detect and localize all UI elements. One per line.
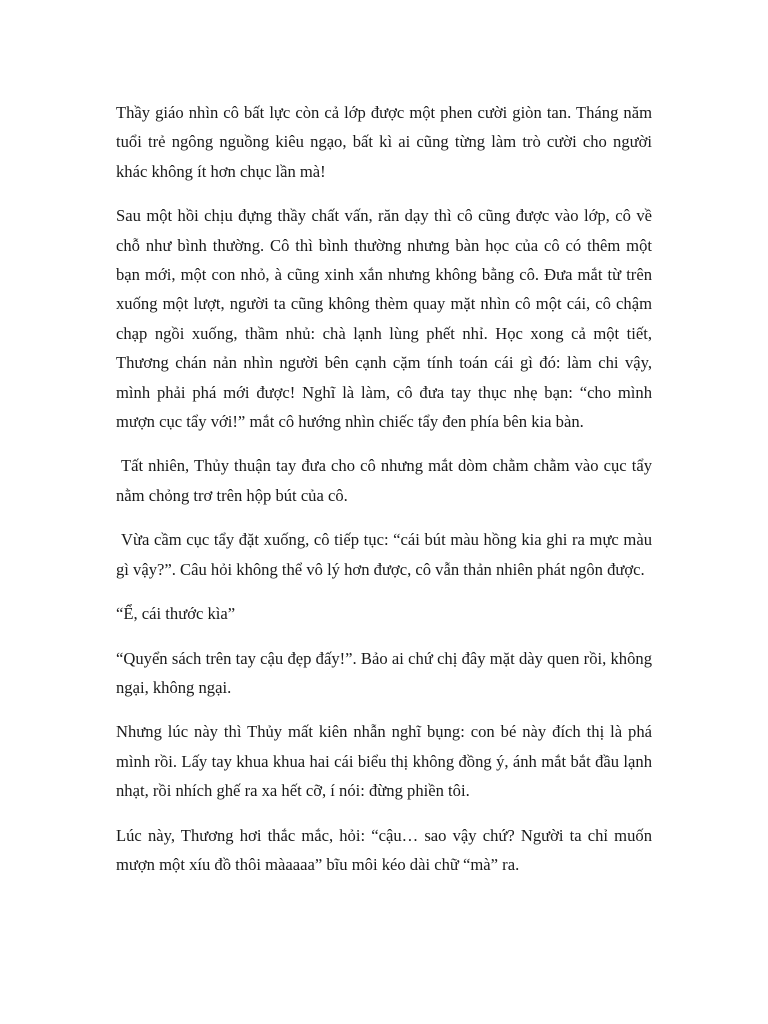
paragraph-4: Vừa cầm cục tẩy đặt xuống, cô tiếp tục: “cái bút màu hồng kia ghi ra mực màu gì vậy?”. Câu hỏi không thể vô lý hơn được, cô vẫn thản nhiên phát ngôn được. [116, 530, 652, 579]
paragraph-6: “Quyển sách trên tay cậu đẹp đấy!”. Bảo ai chứ chị đây mặt dày quen rồi, không ngại, không ngại. [116, 648, 652, 697]
paragraph-8: Lúc này, Thương hơi thắc mắc, hỏi: “cậu… sao vậy chứ? Người ta chỉ muốn mượn một xíu đồ thôi màaaaa” bĩu môi kéo dài chữ “mà” ra. [116, 825, 652, 874]
paragraph-2: Sau một hồi chịu đựng thầy chất vấn, răn dạy thì cô cũng được vào lớp, cô về chỗ như bình thường. Cô thì bình thường nhưng bàn học của cô có thêm một bạn mới, một con nhỏ, à cũng xinh xắn nhưng không bằng cô. Đưa mắt từ trên xuống một lượt, người ta cũng không thèm quay mặt nhìn cô một cái, cô chậm chạp ngồi xuống, thầm nhủ: chà lạnh lùng phết nhỉ. Học xong cả một tiết, Thương chán nản nhìn người bên cạnh cặm tính toán cái gì đó: làm chi vậy, mình phải phá mới được! Nghĩ là làm, cô đưa tay thục nhẹ bạn: “cho mình mượn cục tẩy với!” mắt cô hướng nhìn chiếc tẩy đen phía bên kia bàn. [116, 206, 652, 432]
paragraph-1: Thầy giáo nhìn cô bất lực còn cả lớp được một phen cười giòn tan. Tháng năm tuổi trẻ ngông nguồng kiêu ngạo, bất kì ai cũng từng làm trò cười cho người khác không ít hơn chục lần mà! [116, 103, 652, 181]
paragraph-7: Nhưng lúc này thì Thủy mất kiên nhẫn nghĩ bụng: con bé này đích thị là phá mình rồi. Lấy tay khua khua hai cái biểu thị không đồng ý, ánh mắt bắt đầu lạnh nhạt, rồi nhích ghế ra xa hết cỡ, í nói: đừng phiền tôi. [116, 722, 652, 801]
paragraph-5: “Ể, cái thước kìa” [116, 604, 236, 624]
document-page [116, 98, 652, 894]
paragraph-3: Tất nhiên, Thủy thuận tay đưa cho cô nhưng mắt dòm chằm chằm vào cục tẩy nằm chỏng trơ trên hộp bút của cô. [116, 456, 652, 505]
